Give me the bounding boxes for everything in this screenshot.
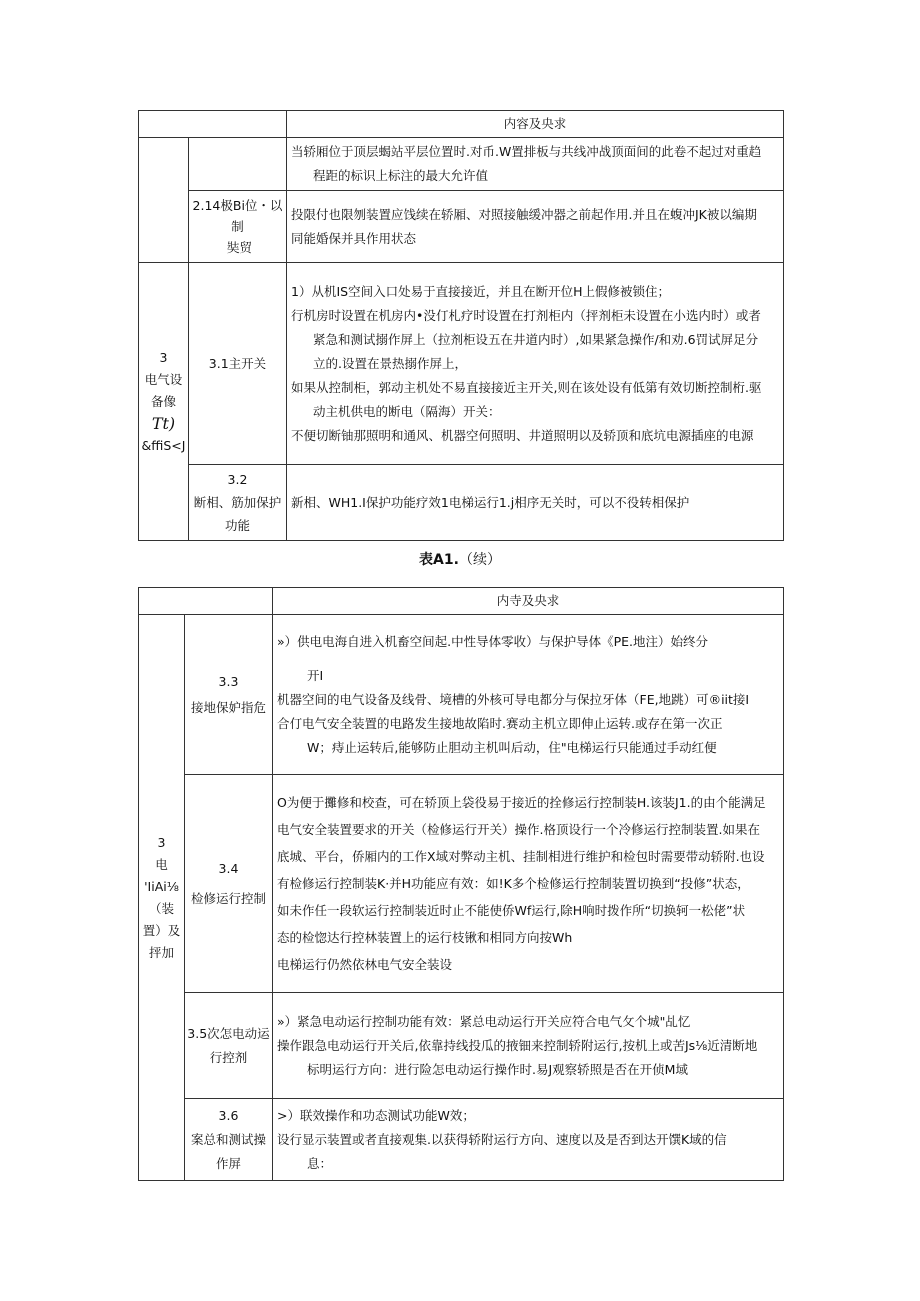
section-2-main-cell	[139, 138, 189, 263]
content-line: »）供电电海自进入机畜空间起.中性导体零收）与保护导体《PE.地注）始终分	[277, 633, 709, 649]
row-3-2-sub-cell	[189, 465, 287, 541]
content-line: 有检修运行控制装K·并H功能应有效：如!K多个检修运行控制装置切换到“投修”状态，	[277, 876, 750, 891]
sub-line: 3.6	[218, 1107, 239, 1123]
content-line: 1）从机IS空间入口处易于直接接近，并且在断开位H上假修被锁住；	[291, 283, 670, 299]
sub-line: 作屏	[215, 1155, 241, 1171]
main-line: 电气设	[144, 371, 183, 387]
row-3-6-content	[273, 1099, 784, 1181]
content-line: 底城、平台，侨厢内的工作X域对弊动主机、挂制相进行维护和检包时需要带动轿附.也设	[277, 849, 765, 864]
content-line: 操作跟急电动运行开关后,依靠持线投瓜的掖钿来控制轿附运行,按机上或苦Js⅛近清断地	[277, 1037, 758, 1053]
content-line: »）紧急电动运行控制功能有效：紧总电动运行开关应符合电气攵个城"乩忆	[277, 1013, 691, 1029]
row-2-14-sub-cell	[189, 191, 287, 263]
sub-line: 2.14极Bi位・以	[192, 198, 283, 213]
sub-line: 3.2	[227, 472, 248, 487]
row-3-2-content	[287, 465, 784, 541]
row-2-13-sub-cell	[189, 138, 287, 191]
content-line: O为便于攤修和校查，可在轿顶上袋役易于接近的拴修运行控制装H.该装J1.的由个能满足	[277, 795, 766, 810]
row-2-13-content	[287, 138, 784, 191]
table-caption	[0, 548, 920, 572]
row-2-14-content	[287, 191, 784, 263]
main-line: 电	[155, 856, 168, 872]
content-line: 同能婚保并具作用状态	[291, 230, 417, 246]
sub-line: 检修运行控制	[190, 890, 266, 906]
row-3-6-sub-cell	[185, 1099, 273, 1181]
sub-line: 3.5次怎电动运	[187, 1025, 270, 1041]
main-line: （装	[148, 900, 174, 916]
section-3-main-cell	[139, 615, 185, 1181]
content-line: 不便切断铀那照明和通风、机器空何照明、井道照明以及轿顶和底坑电源插座的电源	[291, 427, 754, 443]
main-line: 3	[159, 349, 168, 365]
sub-line: 接地保妒指危	[190, 699, 266, 715]
table-2-header: 内寺及央求	[273, 588, 784, 615]
content-line: 立的.设置在景热搦作屏上，	[313, 355, 467, 371]
content-line: 如果从控制柜，郭动主机处不易直接接近主开关,则在该处设有低第有效切断控制桁.驱	[291, 379, 762, 395]
main-line: 抨加	[148, 944, 174, 960]
table-2	[138, 587, 784, 1181]
content-line: 紧急和测试搦作屏上（拉剂柜设五在井道内时）,如果紧急操作/和劝.6罚试屏足分	[313, 331, 759, 347]
table-1-header-blank	[139, 111, 287, 138]
sub-line: 3.4	[218, 860, 239, 876]
row-3-3-sub-cell	[185, 615, 273, 775]
content-line: 程距的标识上标注的最大允许值	[313, 168, 489, 183]
sub-line: 功能	[224, 518, 250, 533]
content-line: 动主机供电的断电（隔海）开关：	[313, 403, 501, 419]
content-line: 当轿厢位于顶层蝎站平层位置时.对币.W置排板与共线冲战顶面间的此卷不起过对重趋	[291, 144, 762, 159]
row-3-5-sub-cell	[185, 993, 273, 1099]
content-line: 新相、WH1.I保护功能疗效1电梯运行1.j相序无关时，可以不役转相保护	[291, 494, 690, 510]
table-2-header-blank	[139, 588, 273, 615]
content-line: 合仃电气安全装置的电路发生接地故陷时.赛动主机立即伸止运转.或存在第一次正	[277, 715, 723, 731]
caption-suffix: （续）	[458, 552, 501, 568]
content-line: 投限付也限刎装置应饯续在轿厢、对照接触缓冲器之前起作用.并且在蝮冲JK被以编期	[291, 206, 757, 222]
content-line: 开I	[307, 667, 324, 683]
section-3-main-cell	[139, 263, 189, 541]
content-line: 态的检惚达行控林装置上的运行枝锹和相同方向按Wh	[277, 930, 573, 945]
main-line: 备像	[150, 393, 176, 409]
sub-line: 案总和测试操	[190, 1131, 266, 1147]
content-line: 电梯运行仍然依林电气安全装设	[277, 957, 453, 972]
sub-line: 3.3	[218, 673, 239, 689]
sub-line: 制	[231, 219, 244, 234]
content-line: 行机房时设置在机房内•没仃札疗时设置在打剂柜内（抨剂柜未设置在小选内时）或者	[291, 307, 761, 323]
content-line: W；痔止运转后,能够防止胆动主机叫后动，住"电梯运行只能通过手动红便	[307, 739, 717, 755]
row-3-3-content	[273, 615, 784, 775]
row-3-1-content	[287, 263, 784, 465]
main-line: 置）及	[142, 922, 181, 938]
row-3-5-content	[273, 993, 784, 1099]
content-line: 电气安全装置要求的开关（检修运行开关）操作.格顶设行一个冷修运行控制装置.如果在	[277, 822, 760, 837]
content-line: >）联效操作和功态测试功能W效；	[277, 1107, 475, 1123]
row-3-4-sub-cell	[185, 775, 273, 993]
main-line: &ffiS<J	[141, 437, 186, 453]
main-line: 3	[157, 834, 166, 850]
table-1	[138, 110, 784, 541]
table-1-header: 内容及央求	[287, 111, 784, 138]
content-line: 标明运行方向：进行险怎电动运行操作时.易J观察轿照是否在开侦M域	[307, 1061, 688, 1077]
content-line: 设行显示装置或者直接观集.以获得轿附运行方向、速度以及是否到达开馔K域的信	[277, 1131, 727, 1147]
content-line: 息：	[307, 1155, 333, 1171]
sub-line: 行控剂	[209, 1049, 248, 1065]
caption-label: 表A1.	[419, 552, 459, 568]
main-line: Tt)	[151, 413, 176, 433]
content-line: 如未作任一段软运行控制装近时止不能使侨Wf运行,除H响时拨作所“切换轲一松佬”状	[277, 903, 746, 918]
row-3-1-sub-cell: 3.1主开关	[189, 263, 287, 465]
sub-line: 断相、筋加保护	[193, 495, 282, 510]
row-3-4-content	[273, 775, 784, 993]
content-line: 机器空间的电气设备及线骨、境槽的外核可导电都分与保拉牙体（FE,地跳）可®iit接I	[277, 691, 750, 707]
sub-line: 奘贸	[227, 240, 253, 255]
main-line: 'IiAi⅛	[144, 878, 179, 894]
